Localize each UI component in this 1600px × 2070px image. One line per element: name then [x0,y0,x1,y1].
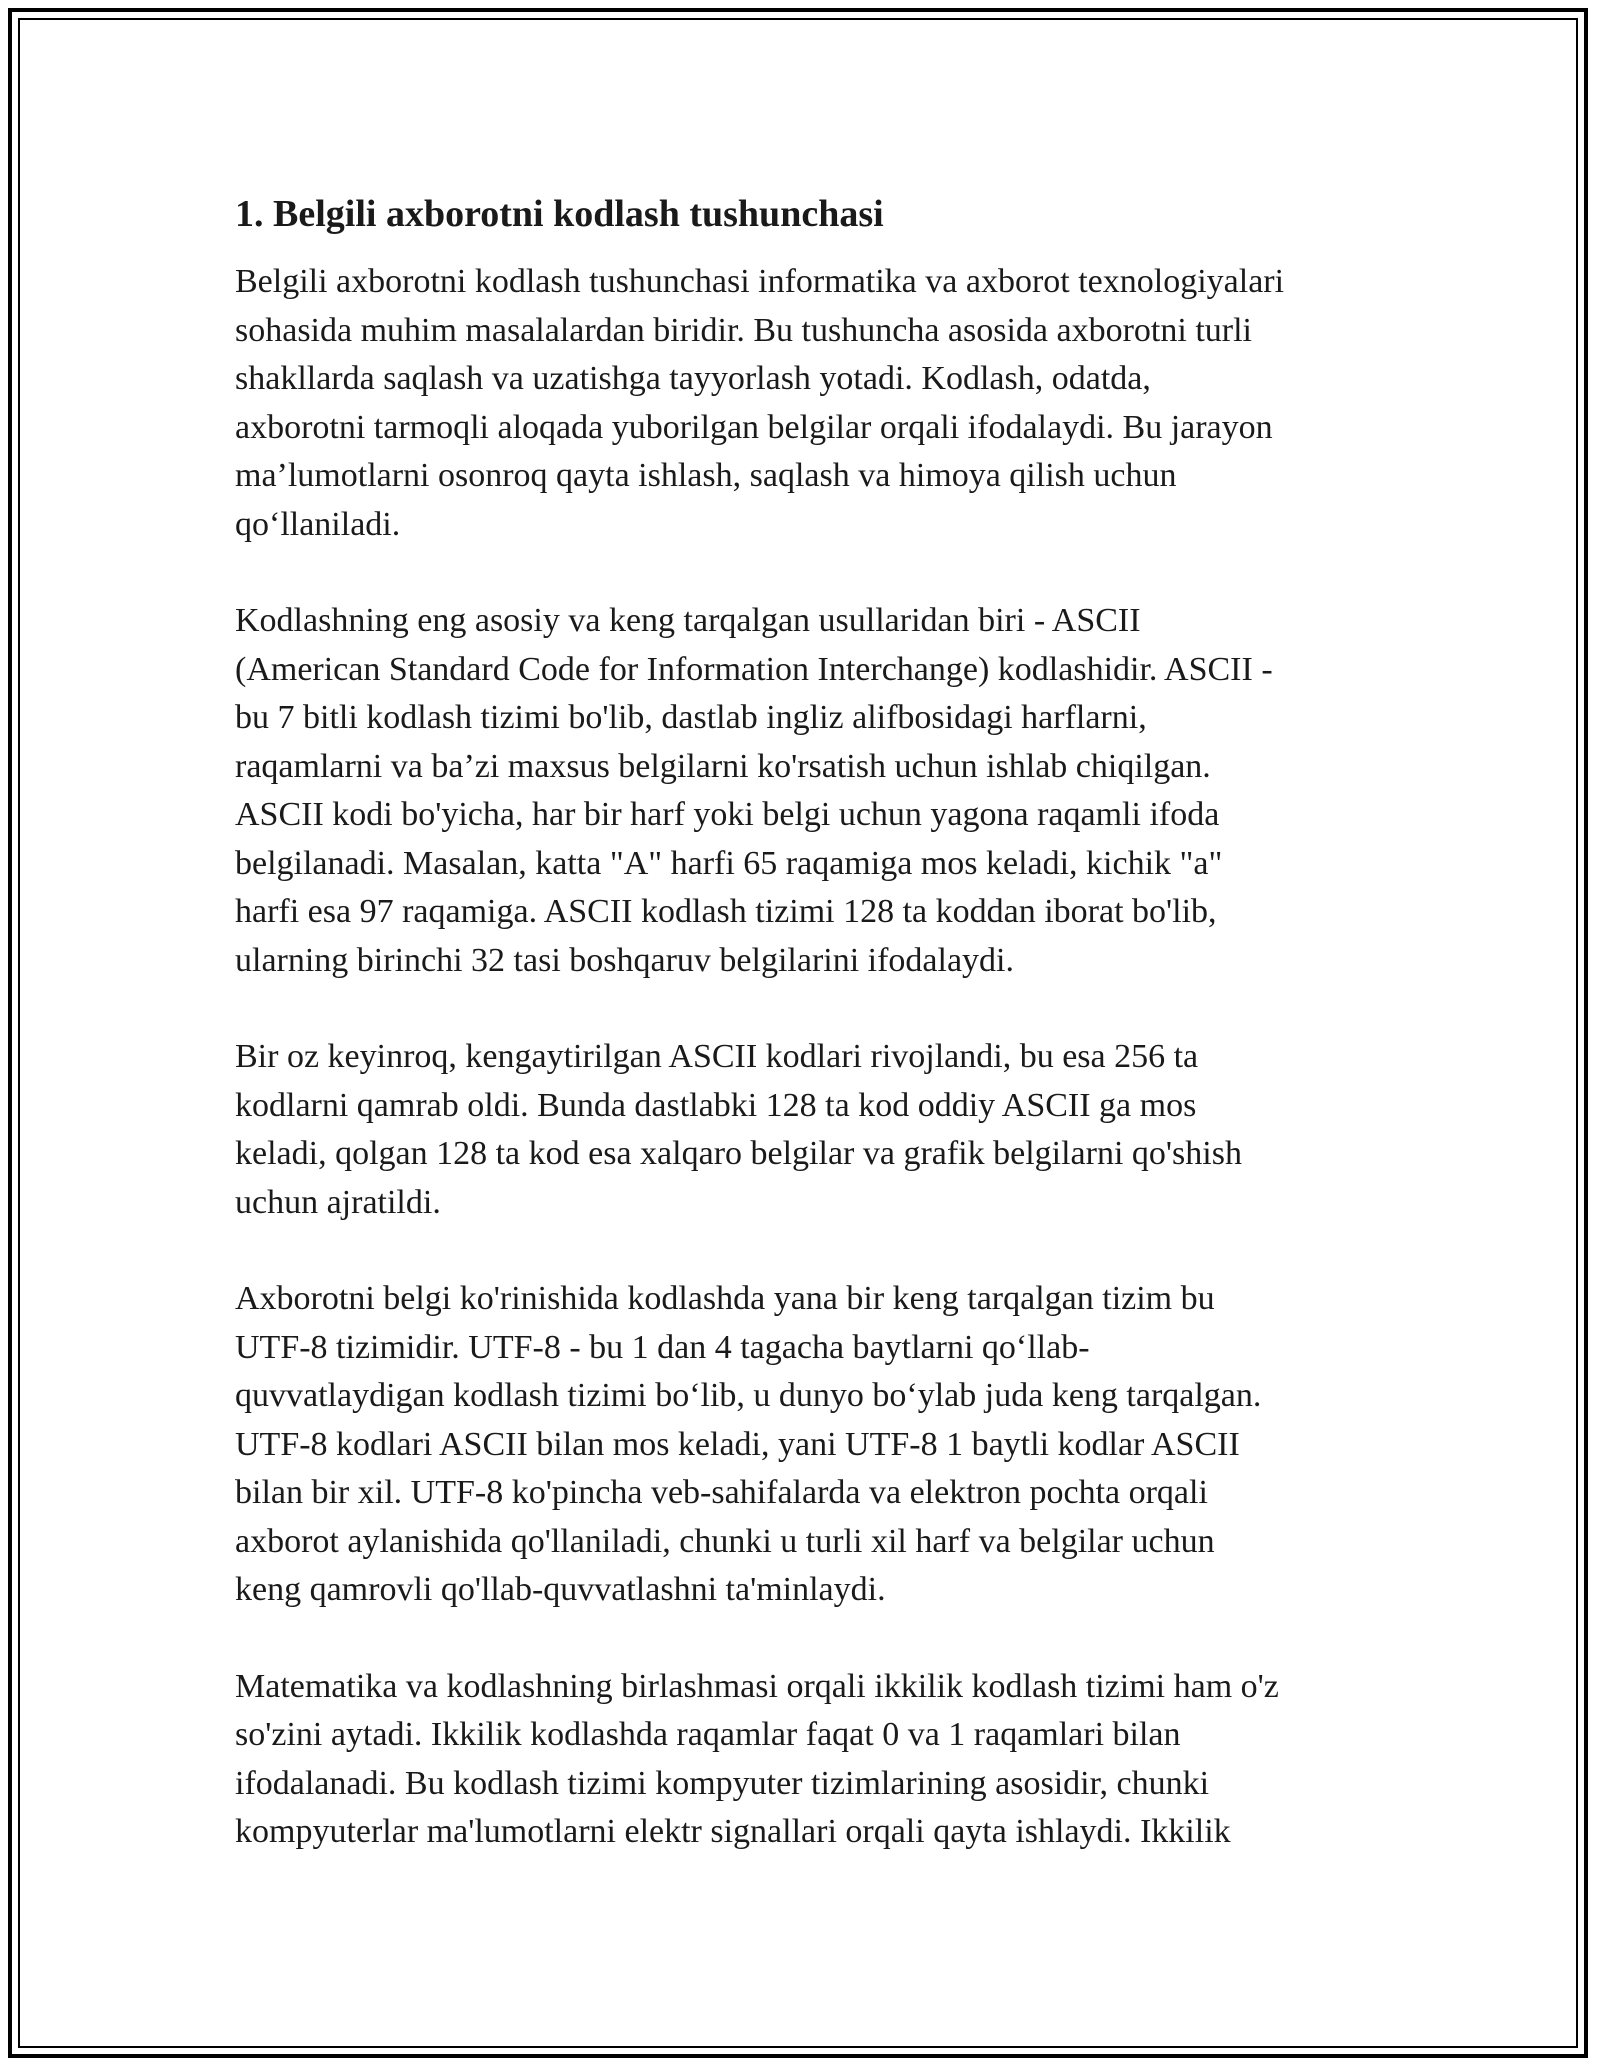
text-line: kodlarni qamrab oldi. Bunda dastlabki 128 ta kod oddiy ASCII ga mos [235,1086,1197,1124]
text-line: Belgili axborotni kodlash tushunchasi informatika va axborot texnologiyalari [235,263,1285,300]
text-line: axborotni tarmoqli aloqada yuborilgan belgilar orqali ifodalaydi. Bu jarayon [235,408,1273,446]
text-line: keladi, qolgan 128 ta kod esa xalqaro belgilar va grafik belgilarni qo'shish [235,1135,1242,1172]
text-line: Axborotni belgi ko'rinishida kodlashda yana bir keng tarqalgan tizim bu [235,1280,1215,1317]
text-line: quvvatlaydigan kodlash tizimi bo‘lib, u dunyo bo‘ylab juda keng tarqalgan. [235,1377,1262,1414]
text-line: ASCII kodi bo'yicha, har bir harf yoki belgi uchun yagona raqamli ifoda [235,796,1220,833]
paragraph-list [235,258,1375,1857]
text-line: harfi esa 97 raqamiga. ASCII kodlash tizimi 128 ta koddan iborat bo'lib, [235,893,1217,930]
text-line: so'zini aytadi. Ikkilik kodlashda raqamlar faqat 0 va 1 raqamlari bilan [235,1716,1181,1753]
text-line: bu 7 bitli kodlash tizimi bo'lib, dastlab ingliz alifbosidagi harflarni, [235,699,1147,736]
paragraph-4 [235,1275,1375,1615]
document-body [235,190,1375,1905]
paragraph-5 [235,1663,1375,1857]
text-line: ifodalanadi. Bu kodlash tizimi kompyuter tizimlarining asosidir, chunki [235,1764,1210,1802]
text-line: belgilanadi. Masalan, katta "A" harfi 65 raqamiga mos keladi, kichik "a" [235,844,1223,882]
text-line: UTF-8 tizimidir. UTF-8 - bu 1 dan 4 tagacha baytlarni qo‘llab- [235,1328,1090,1366]
text-line: kompyuterlar ma'lumotlarni elektr signallari orqali qayta ishlaydi. Ikkilik [235,1813,1231,1850]
text-line: ularning birinchi 32 tasi boshqaruv belgilarini ifodalaydi. [235,941,1014,979]
text-line: keng qamrovli qo'llab-quvvatlashni ta'minlaydi. [235,1571,886,1608]
text-line: ma’lumotlarni osonroq qayta ishlash, saqlash va himoya qilish uchun [235,457,1177,494]
paragraph-1 [235,258,1375,549]
text-line: Bir oz keyinroq, kengaytirilgan ASCII kodlari rivojlandi, bu esa 256 ta [235,1038,1199,1075]
text-line: Matematika va kodlashning birlashmasi orqali ikkilik kodlash tizimi ham o'z [235,1667,1279,1705]
paragraph-2 [235,597,1375,985]
text-line: (American Standard Code for Information Interchange) kodlashidir. ASCII - [235,650,1273,688]
section-heading: 1. Belgili axborotni kodlash tushunchasi [235,193,884,235]
text-line: axborot aylanishida qo'llaniladi, chunki u turli xil harf va belgilar uchun [235,1522,1215,1560]
paragraph-3 [235,1033,1375,1227]
text-line: raqamlarni va ba’zi maxsus belgilarni ko'rsatish uchun ishlab chiqilgan. [235,747,1211,785]
text-line: UTF-8 kodlari ASCII bilan mos keladi, yani UTF-8 1 baytli kodlar ASCII [235,1425,1240,1463]
text-line: shakllarda saqlash va uzatishga tayyorlash yotadi. Kodlash, odatda, [235,360,1151,397]
text-line: uchun ajratildi. [235,1183,441,1221]
text-line: bilan bir xil. UTF-8 ko'pincha veb-sahifalarda va elektron pochta orqali [235,1474,1208,1511]
text-line: sohasida muhim masalalardan biridir. Bu tushuncha asosida axborotni turli [235,311,1252,349]
text-line: qo‘llaniladi. [235,505,401,543]
text-line: Kodlashning eng asosiy va keng tarqalgan usullaridan biri - ASCII [235,602,1141,639]
